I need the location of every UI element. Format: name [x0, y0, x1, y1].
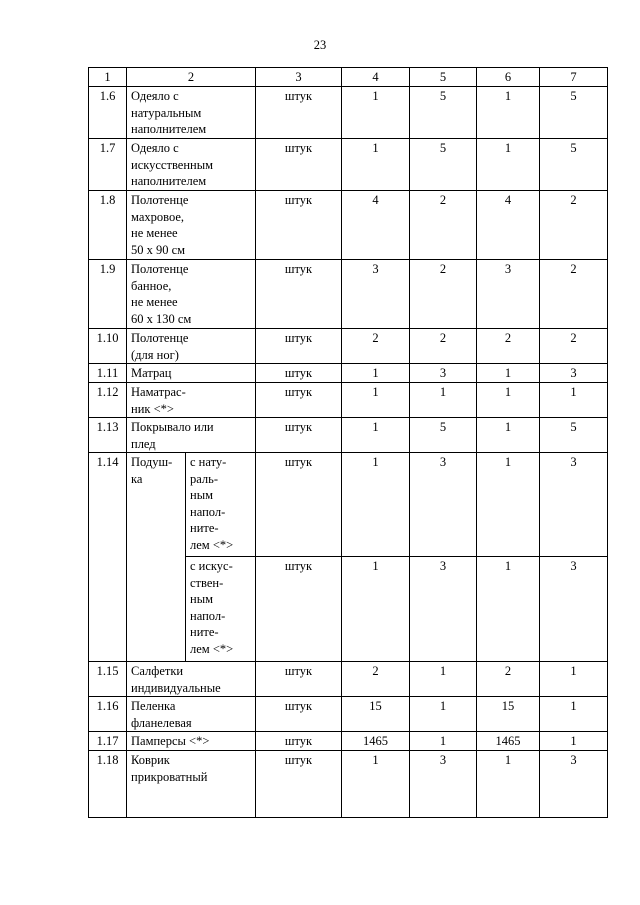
col7-value: 5: [540, 139, 608, 191]
col7-value: 3: [540, 364, 608, 383]
col6-value: 1: [477, 87, 540, 139]
col5-value: 3: [410, 751, 477, 818]
item-name: Наматрас- ник <*>: [127, 383, 256, 418]
col6-value: 1: [477, 751, 540, 818]
col7-value: 1: [540, 383, 608, 418]
item-unit: штук: [256, 418, 342, 453]
row-number: 1.17: [89, 732, 127, 751]
col5-value: 3: [410, 557, 477, 662]
col5-value: 3: [410, 364, 477, 383]
item-unit: штук: [256, 139, 342, 191]
col7-value: 3: [540, 751, 608, 818]
col5-value: 3: [410, 453, 477, 557]
item-unit: штук: [256, 453, 342, 557]
col4-value: 1465: [342, 732, 410, 751]
col4-value: 1: [342, 453, 410, 557]
col5-value: 1: [410, 662, 477, 697]
item-name: Подуш- ка: [127, 453, 186, 662]
col7-value: 3: [540, 453, 608, 557]
row-number: 1.16: [89, 697, 127, 732]
item-name: Пеленка фланелевая: [127, 697, 256, 732]
col4-value: 1: [342, 87, 410, 139]
col4-value: 4: [342, 191, 410, 260]
row-number: 1.9: [89, 260, 127, 329]
col7-value: 5: [540, 87, 608, 139]
table-row: [89, 732, 608, 751]
table-row: [89, 383, 608, 418]
item-name: Одеяло с искусственным наполнителем: [127, 139, 256, 191]
item-unit: штук: [256, 751, 342, 818]
header-cell: 7: [540, 68, 608, 87]
header-cell: 4: [342, 68, 410, 87]
item-name: Одеяло с натуральным наполнителем: [127, 87, 256, 139]
row-number: 1.8: [89, 191, 127, 260]
col4-value: 2: [342, 662, 410, 697]
header-cell: 6: [477, 68, 540, 87]
col7-value: 1: [540, 662, 608, 697]
col4-value: 1: [342, 418, 410, 453]
col5-value: 2: [410, 191, 477, 260]
table-row: [89, 364, 608, 383]
col5-value: 1: [410, 732, 477, 751]
col6-value: 1: [477, 383, 540, 418]
item-name: Коврик прикроватный: [127, 751, 256, 818]
item-name: Салфетки индивидуальные: [127, 662, 256, 697]
header-cell: 1: [89, 68, 127, 87]
row-number: 1.7: [89, 139, 127, 191]
col7-value: 2: [540, 191, 608, 260]
item-unit: штук: [256, 191, 342, 260]
header-cell: 3: [256, 68, 342, 87]
col5-value: 1: [410, 383, 477, 418]
row-number: 1.18: [89, 751, 127, 818]
col4-value: 15: [342, 697, 410, 732]
col7-value: 2: [540, 329, 608, 364]
item-unit: штук: [256, 260, 342, 329]
item-unit: штук: [256, 697, 342, 732]
col4-value: 1: [342, 139, 410, 191]
col6-value: 1: [477, 139, 540, 191]
item-unit: штук: [256, 329, 342, 364]
col6-value: 1: [477, 364, 540, 383]
col6-value: 1: [477, 418, 540, 453]
col5-value: 2: [410, 260, 477, 329]
item-name: Полотенце (для ног): [127, 329, 256, 364]
item-subtype: с нату- раль- ным напол- ните- лем <*>: [186, 453, 256, 557]
table-row: [89, 751, 608, 818]
item-unit: штук: [256, 364, 342, 383]
table-row: [89, 662, 608, 697]
col5-value: 2: [410, 329, 477, 364]
col6-value: 3: [477, 260, 540, 329]
col7-value: 1: [540, 732, 608, 751]
header-cell: 2: [127, 68, 256, 87]
item-name: Полотенце банное, не менее 60 x 130 см: [127, 260, 256, 329]
col5-value: 5: [410, 139, 477, 191]
col5-value: 5: [410, 87, 477, 139]
row-number: 1.13: [89, 418, 127, 453]
page-number: 23: [313, 38, 327, 52]
table-row: [89, 139, 608, 191]
col6-value: 1465: [477, 732, 540, 751]
col6-value: 1: [477, 453, 540, 557]
col6-value: 15: [477, 697, 540, 732]
table-row: [89, 697, 608, 732]
item-name: Матрац: [127, 364, 256, 383]
table-row: [89, 87, 608, 139]
col4-value: 1: [342, 383, 410, 418]
col7-value: 2: [540, 260, 608, 329]
item-unit: штук: [256, 87, 342, 139]
item-subtype: с искус- ствен- ным напол- ните- лем <*>: [186, 557, 256, 662]
row-number: 1.12: [89, 383, 127, 418]
item-name: Памперсы <*>: [127, 732, 256, 751]
row-number: 1.6: [89, 87, 127, 139]
supply-table: [88, 67, 608, 818]
col4-value: 3: [342, 260, 410, 329]
item-unit: штук: [256, 557, 342, 662]
table-row: [89, 418, 608, 453]
col7-value: 1: [540, 697, 608, 732]
item-unit: штук: [256, 732, 342, 751]
col7-value: 5: [540, 418, 608, 453]
row-number: 1.11: [89, 364, 127, 383]
row-number: 1.15: [89, 662, 127, 697]
item-unit: штук: [256, 383, 342, 418]
header-cell: 5: [410, 68, 477, 87]
col6-value: 2: [477, 662, 540, 697]
col6-value: 1: [477, 557, 540, 662]
col7-value: 3: [540, 557, 608, 662]
row-number: 1.10: [89, 329, 127, 364]
col5-value: 5: [410, 418, 477, 453]
col6-value: 4: [477, 191, 540, 260]
col4-value: 1: [342, 364, 410, 383]
col6-value: 2: [477, 329, 540, 364]
col4-value: 1: [342, 751, 410, 818]
table-row: [89, 453, 608, 557]
col4-value: 2: [342, 329, 410, 364]
item-name: Полотенце махровое, не менее 50 x 90 см: [127, 191, 256, 260]
row-number: 1.14: [89, 453, 127, 662]
col5-value: 1: [410, 697, 477, 732]
col4-value: 1: [342, 557, 410, 662]
table-row: [89, 329, 608, 364]
item-name: Покрывало или плед: [127, 418, 256, 453]
table-row: [89, 191, 608, 260]
item-unit: штук: [256, 662, 342, 697]
header-row: [89, 68, 608, 87]
table-row: [89, 260, 608, 329]
